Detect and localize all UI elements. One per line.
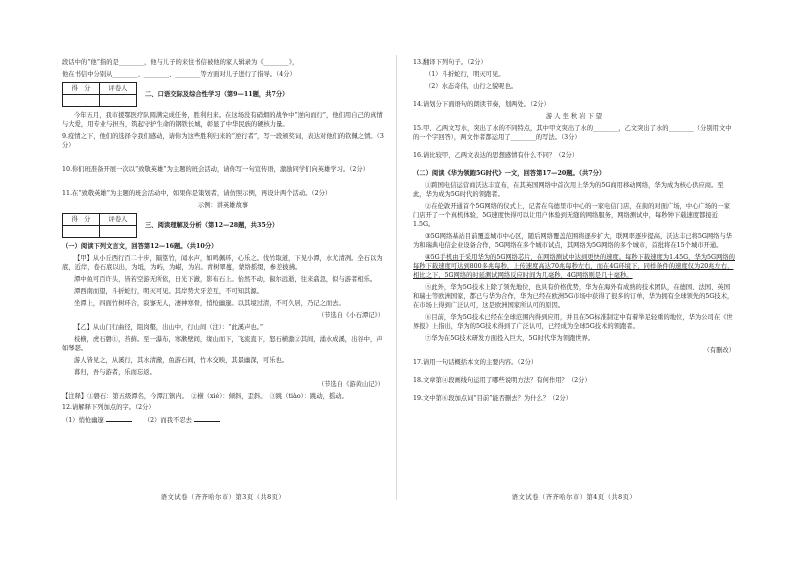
question-13: 13.翻译下列句子。（2分）: [413, 59, 487, 66]
context-paragraph: 今年五月，我市援鄂医疗队圆满完成任务，胜利归来。在这场没有硝烟的战争中“逆向而行”，他们用自己的真情与大爱，用专业与担当，筑起守护生命的钢铁长城，彰显了中华民族的硬核力量。: [62, 112, 383, 129]
article-para4: ④5G手机由于采用华为的5G网络芯片，在网络测试中达到更快的速度。每秒下载速度为1.45G，华为5G网络的每秒下载速度可达到800多兆每秒，上传速度高达70兆每秒左右，而在4G环境下，同样条件的速度仅为20兆左右，相比之下，5G网络的时延测试网络反应时间为几毫秒，4G网络则是几十毫秒。: [413, 253, 735, 280]
q8-line1: 段话中的“他”指的是________，他与儿子的来往书信被他的家人辑录为《________》，: [62, 59, 299, 66]
text-b-para4: 暮归，吾与游者，乐而忘返。: [74, 368, 156, 376]
grade-table: [62, 82, 137, 107]
question-10: 10.你们班准备开展一次以“致敬英雄”为主题的班会活动，请你写一句宣传语，激励同学们向英雄学习。（2分）: [62, 166, 369, 174]
score-label: 得 分: [63, 83, 100, 95]
question-11: 11.在“致敬英雄”为主题的班会活动中，如果你是策划者，请仿照示例，再设计两个活动。（2分）: [62, 190, 332, 198]
page-footer-left: 语文试卷（齐齐哈尔市）第3页（共8页）: [160, 493, 286, 501]
grade-box-section3: [62, 213, 384, 238]
reviewer-cell[interactable]: [100, 226, 137, 238]
reviewer-cell[interactable]: [100, 95, 137, 107]
q8-line2: 他在书信中分别从________、________、________等方面对儿子进行了指导。（4分）: [62, 70, 296, 78]
section3-heading: 三、阅读理解及分析（第12—28题，共35分）: [145, 222, 279, 230]
page-footer-right: 语文试卷（齐齐哈尔市）第4页（共8页）: [511, 493, 637, 501]
article-para1: ①跨国电信运营商沃达丰宣布，在其英国网络中首次用上华为的5G商用移动网络，华为成为核心供应商。至此，华为成为5G时代的领跑者。: [413, 181, 724, 198]
score-cell[interactable]: [63, 226, 100, 238]
section2-heading: 二、口语交际及综合性学习（第9—11题，共7分）: [145, 90, 289, 98]
question-11-example: 示例：讲英雄故事: [197, 201, 249, 209]
score-cell[interactable]: [63, 95, 100, 107]
question-12-items: [62, 415, 384, 425]
q12-answer1[interactable]: [106, 415, 132, 422]
text-b-source: （节选自《游黄山记》）: [317, 380, 384, 388]
q12-answer2[interactable]: [194, 415, 220, 422]
question-16: 16.请比较甲、乙两文表达的思想感情有什么不同？（2分）: [413, 151, 579, 159]
text-b-para1: 【乙】从山门行曲径，阻岗壑，出山中，行山间（注）：“此溪声也。”: [74, 323, 264, 331]
left-page: [62, 58, 384, 501]
question-18: 18.文章第④段画线句运用了哪些说明方法？有何作用？（2分）: [413, 376, 591, 384]
question-17: 17.请用一句话概括本文的主要内容。（2分）: [413, 359, 538, 366]
grade-box-section2: [62, 82, 384, 107]
q12-item1: （1）悄怆幽邃: [62, 417, 104, 425]
text-a-para2: 潭中鱼可百许头，皆若空游无所依，日光下澈，影布石上。佁然不动，俶尔远逝，往来翕忽，似与游者相乐。: [74, 276, 377, 284]
reviewer-label: 评卷人: [100, 214, 137, 226]
reading2-heading: （二）阅读《华为领跑5G时代》一文，回答第17—20题。（共7分）: [413, 169, 606, 177]
question-19: 19.文中第⑥段加点词“目前”能否删去？为什么？（2分）: [413, 394, 572, 402]
grade-table: [62, 213, 137, 238]
page-gutter: [396, 55, 397, 500]
article-source: （有删改）: [703, 347, 735, 355]
text-a-source: （节选自《小石潭记》）: [317, 311, 384, 319]
q14-sentence: 游 人 坐 秋 岩 下 望: [545, 112, 603, 120]
article-para5: ⑤此外，华为5G技术上除了领先地位，也具有价格优势，华为在海外有成熟的技术团队，在德国、法国、英国和瑞士等欧洲国家，都已与华为合作，华为已经在欧洲5G市场中获得了很多的订单，华为拥有全球领先的5G技术，在市场上得到广泛认可，这是欧洲国家所认可的原因。: [413, 283, 734, 310]
annotation: 【注释】①磐石：第五级潭名，今潭江镇内。 ②横（xié）：倾斜，歪斜。 ③跳（tiào）：跳动，摇动。: [62, 392, 348, 400]
question-12: 12.请解释下列加点的字。（2分）: [62, 404, 155, 412]
score-label: 得 分: [63, 214, 100, 226]
q13-item1: （1）斗折蛇行，明灭可见。: [425, 70, 505, 78]
question-9: 9.疫情之下，他们的选择令我们感动，请你为这些胜利归来的“逆行者”，写一段颁奖词，表达对他们的钦佩之情。（3分）: [62, 133, 384, 150]
q13-item2: （2）水态奇伟，山行之貌呢也。: [425, 82, 518, 90]
text-a-para3: 潭西南而望，斗折蛇行，明灭可见。其岸势犬牙差互，不可知其源。: [74, 288, 263, 295]
article-para6: ⑥目前，华为5G技术已经在全球范围内得到应用，并且在5G标准制定中有着举足轻重的地位，华为公司在《世界报》上指出，华为的5G技术得到了广泛认可，已经成为全球5G技术的领跑者。: [413, 314, 733, 331]
text-b-para2: 枝横，虎石磐①，苔藓。至一瀑布，寒漱壁间，缘山而下，飞流直下，怒石横激②其间，涌水成溪，出谷中，声如琴瑟。: [62, 335, 383, 352]
q12-item2: （2）而我不忍去: [143, 417, 192, 425]
reading1-heading: （一）阅读下列文言文，回答第12—16题。（共10分）: [62, 243, 218, 251]
question-15: 15.甲、乙两文写水，突出了水的不同特点，其中甲文突出了水的________，乙文突出了水的________（分别用文中的一个字回答），两文作者都运用了________的写法。（3分）: [413, 124, 732, 141]
article-para7: ⑦华为在5G技术研发方面投入巨大，5G时代华为领跑世界。: [425, 335, 595, 343]
text-a-para4: 坐潭上，四面竹树环合，寂寥无人，凄神寒骨，悄怆幽邃。以其境过清，不可久居，乃记之而去。: [74, 299, 345, 307]
right-page: [413, 58, 735, 501]
text-b-para3: 游人皆见之，从溪行，其水清澈，鱼游石间，竹木交映，其景幽深，可乐也。: [74, 356, 289, 364]
reviewer-label: 评卷人: [100, 83, 137, 95]
article-para3: ③5G网络基站目前覆盖城市中心区，随后网络覆盖范围将逐步扩大，联网率逐步提高，沃达丰已将5G网络与华为和瑞典电信企业设备合作，5G网络在多个城市试点，其网络为5G网络的多个城市，首批将在15个城市开通。: [413, 232, 733, 249]
article-para2: ②在伦敦开通首个5G网络的仪式上，记者在乌德里市中心的一家电信门店，在街的对面广场，中心广场的一家门店开了一个真机体验，5G速度快得可以让用户体验到无缝的网络服务，网络测试中，每秒钟下载速度都接近1.5G。: [413, 202, 730, 228]
question-14: 14.请划分下面语句的朗读节奏，划两处。（2分）: [413, 100, 550, 108]
text-a-para1: 【甲】从小丘西行百二十步，隔篁竹，闻水声，如鸣佩环，心乐之。伐竹取道，下见小潭，水尤清冽。全石以为底，近岸，卷石底以出，为坻，为屿，为嵁，为岩。青树翠蔓，蒙络摇缀，参差披拂。: [62, 255, 383, 272]
